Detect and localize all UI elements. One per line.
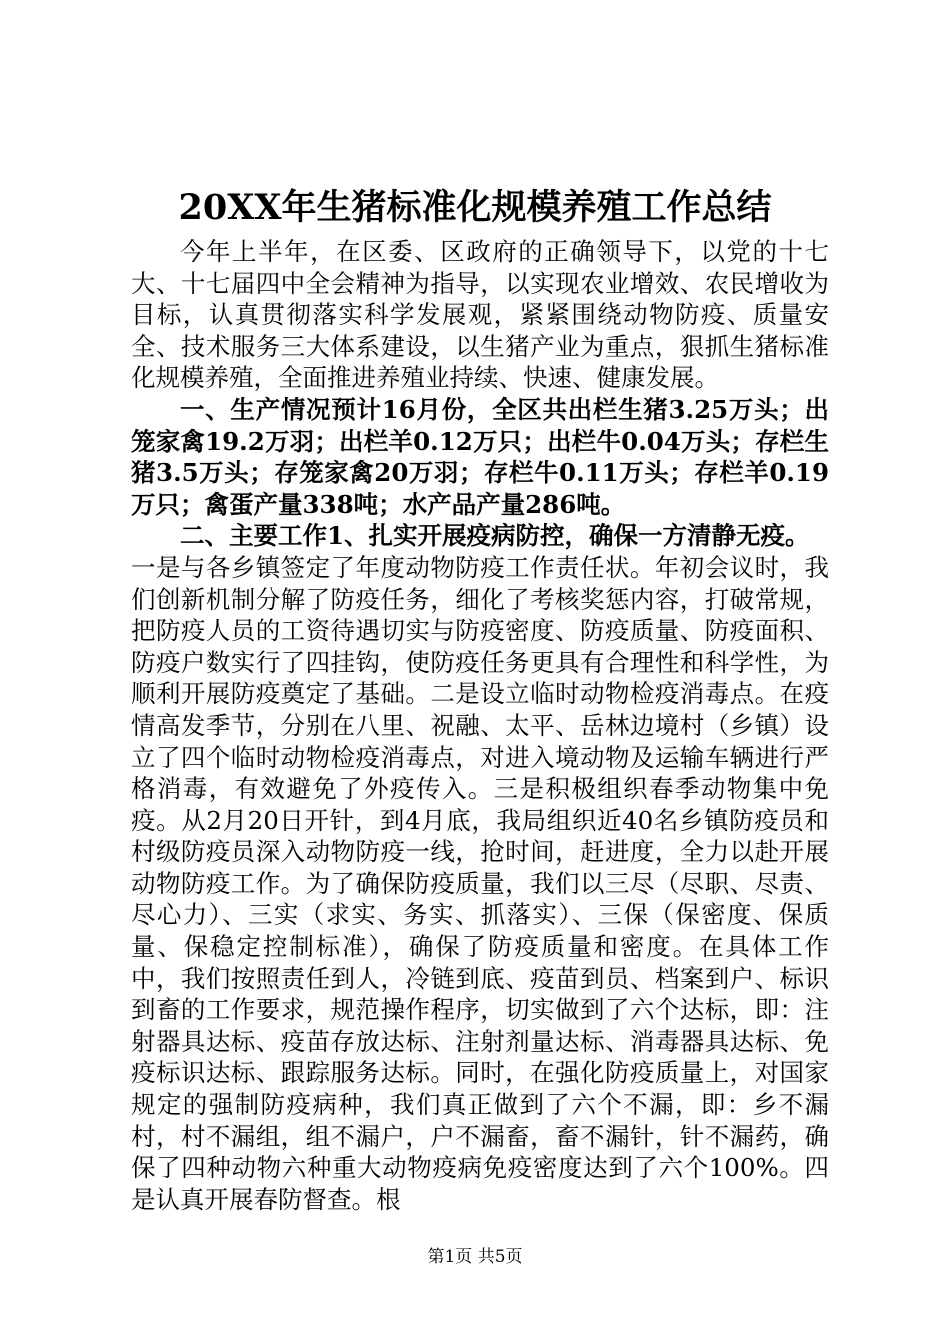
document-title: 20XX年生猪标准化规模养殖工作总结 [178, 187, 772, 228]
production-section-paragraph: 一、生产情况预计16月份，全区共出栏生猪3.25万头；出笼家禽19.2万羽；出栏羊0.12万只；出栏牛0.04万头；存栏生猪3.5万头；存笼家禽20万羽；存栏牛0.11万头；存栏羊0.19万只；禽蛋产量338吨；水产品产量286吨。 [131, 394, 829, 519]
document-body [131, 236, 829, 1215]
intro-paragraph: 今年上半年，在区委、区政府的正确领导下，以党的十七大、十七届四中全会精神为指导，以实现农业增效、农民增收为目标，认真贯彻落实科学发展观，紧紧围绕动物防疫、质量安全、技术服务三大体系建设，以生猪产业为重点，狠抓生猪标准化规模养殖，全面推进养殖业持续、快速、健康发展。 [131, 237, 829, 393]
epidemic-prevention-paragraph: 一是与各乡镇签定了年度动物防疫工作责任状。年初会议时，我们创新机制分解了防疫任务，细化了考核奖惩内容，打破常规，把防疫人员的工资待遇切实与防疫密度、防疫质量、防疫面积、防疫户数实行了四挂钩，使防疫任务更具有合理性和科学性，为顺利开展防疫奠定了基础。二是设立临时动物检疫消毒点。在疫情高发季节，分别在八里、祝融、太平、岳林边境村（乡镇）设立了四个临时动物检疫消毒点，对进入境动物及运输车辆进行严格消毒，有效避免了外疫传入。三是积极组织春季动物集中免疫。从2月20日开针，到4月底，我局组织近40名乡镇防疫员和村级防疫员深入动物防疫一线，抢时间，赶进度，全力以赴开展动物防疫工作。为了确保防疫质量，我们以三尽（尽职、尽责、尽心力）、三实（求实、务实、抓落实）、三保（保密度、保质量、保稳定控制标准），确保了防疫质量和密度。在具体工作中，我们按照责任到人，冷链到底、疫苗到员、档案到户、标识到畜的工作要求，规范操作程序，切实做到了六个达标，即：注射器具达标、疫苗存放达标、注射剂量达标、消毒器具达标、免疫标识达标、跟踪服务达标。同时，在强化防疫质量上，对国家规定的强制防疫病种，我们真正做到了六个不漏，即：乡不漏村，村不漏组，组不漏户，户不漏畜，畜不漏针，针不漏药，确保了四种动物六种重大动物疫病免疫密度达到了六个100%。四是认真开展春防督查。根 [131, 552, 829, 1214]
main-work-heading: 二、主要工作1、扎实开展疫病防控，确保一方清静无疫。 [180, 521, 810, 551]
page-footer: 第1页 共5页 [427, 1247, 523, 1267]
